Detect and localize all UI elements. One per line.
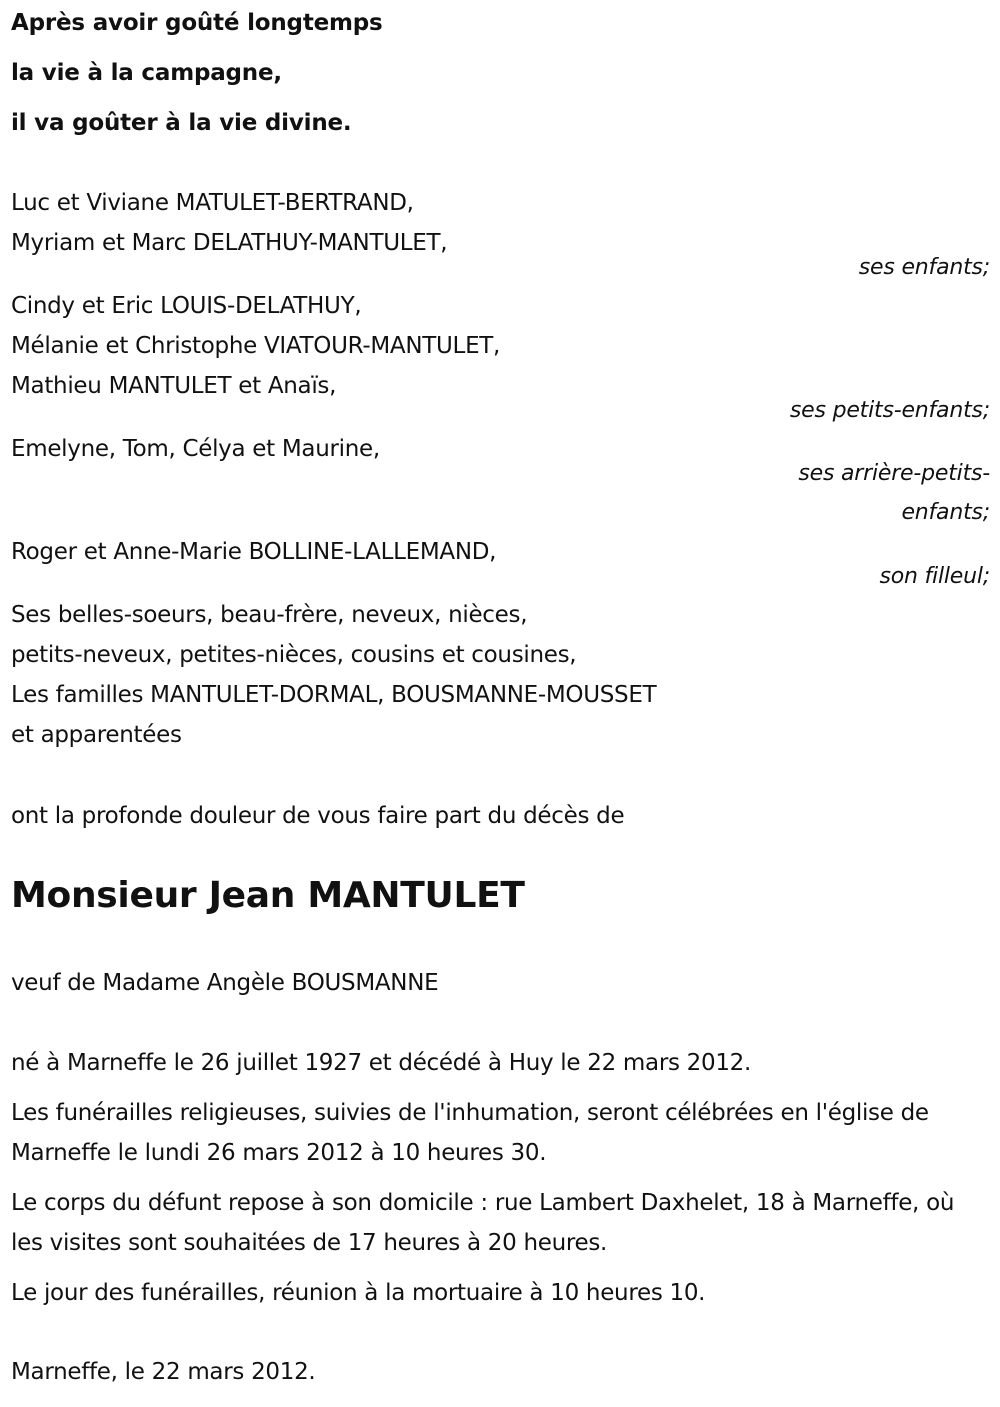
relation-label: son filleul; [879,564,990,589]
family-member: Roger et Anne-Marie BOLLINE-LALLEMAND, [11,539,497,565]
family-member: Mathieu MANTULET et Anaïs, [11,373,337,399]
signoff: Marneffe, le 22 mars 2012. [11,1359,316,1385]
family-member: Myriam et Marc DELATHUY-MANTULET, [11,230,448,256]
relation-label: ses enfants; [858,255,990,280]
relation-label: ses arrière-petits- [798,461,990,486]
family-member: Ses belles-soeurs, beau-frère, neveux, nièces, [11,602,528,628]
epitaph-line: il va goûter à la vie divine. [11,110,352,136]
epitaph-line: Après avoir goûté longtemps [11,10,383,36]
relation-label: ses petits-enfants; [789,398,990,423]
relation-label: enfants; [901,500,990,525]
family-member: Luc et Viviane MATULET-BERTRAND, [11,190,414,216]
announcement: ont la profonde douleur de vous faire part du décès de [11,803,625,829]
family-member: petits-neveux, petites-nièces, cousins et cousines, [11,642,577,668]
widower-of: veuf de Madame Angèle BOUSMANNE [11,970,439,996]
funeral-info: Les funérailles religieuses, suivies de l'inhumation, seront célébrées en l'église de Marneffe le lundi 26 mars 2012 à 10 heures 30. [11,1100,929,1166]
deceased-name: Monsieur Jean MANTULET [11,875,525,916]
family-member: et apparentées [11,722,182,748]
meeting-info: Le jour des funérailles, réunion à la mortuaire à 10 heures 10. [11,1280,706,1306]
family-member: Mélanie et Christophe VIATOUR-MANTULET, [11,333,501,359]
family-member: Emelyne, Tom, Célya et Maurine, [11,436,380,462]
family-member: Cindy et Eric LOUIS-DELATHUY, [11,293,362,319]
epitaph-line: la vie à la campagne, [11,60,282,86]
family-member: Les familles MANTULET-DORMAL, BOUSMANNE-MOUSSET [11,682,657,708]
visitation-info: Le corps du défunt repose à son domicile : rue Lambert Daxhelet, 18 à Marneffe, où les visites sont souhaitées de 17 heures à 20 heures. [11,1190,955,1256]
birth-death: né à Marneffe le 26 juillet 1927 et décédé à Huy le 22 mars 2012. [11,1050,752,1076]
